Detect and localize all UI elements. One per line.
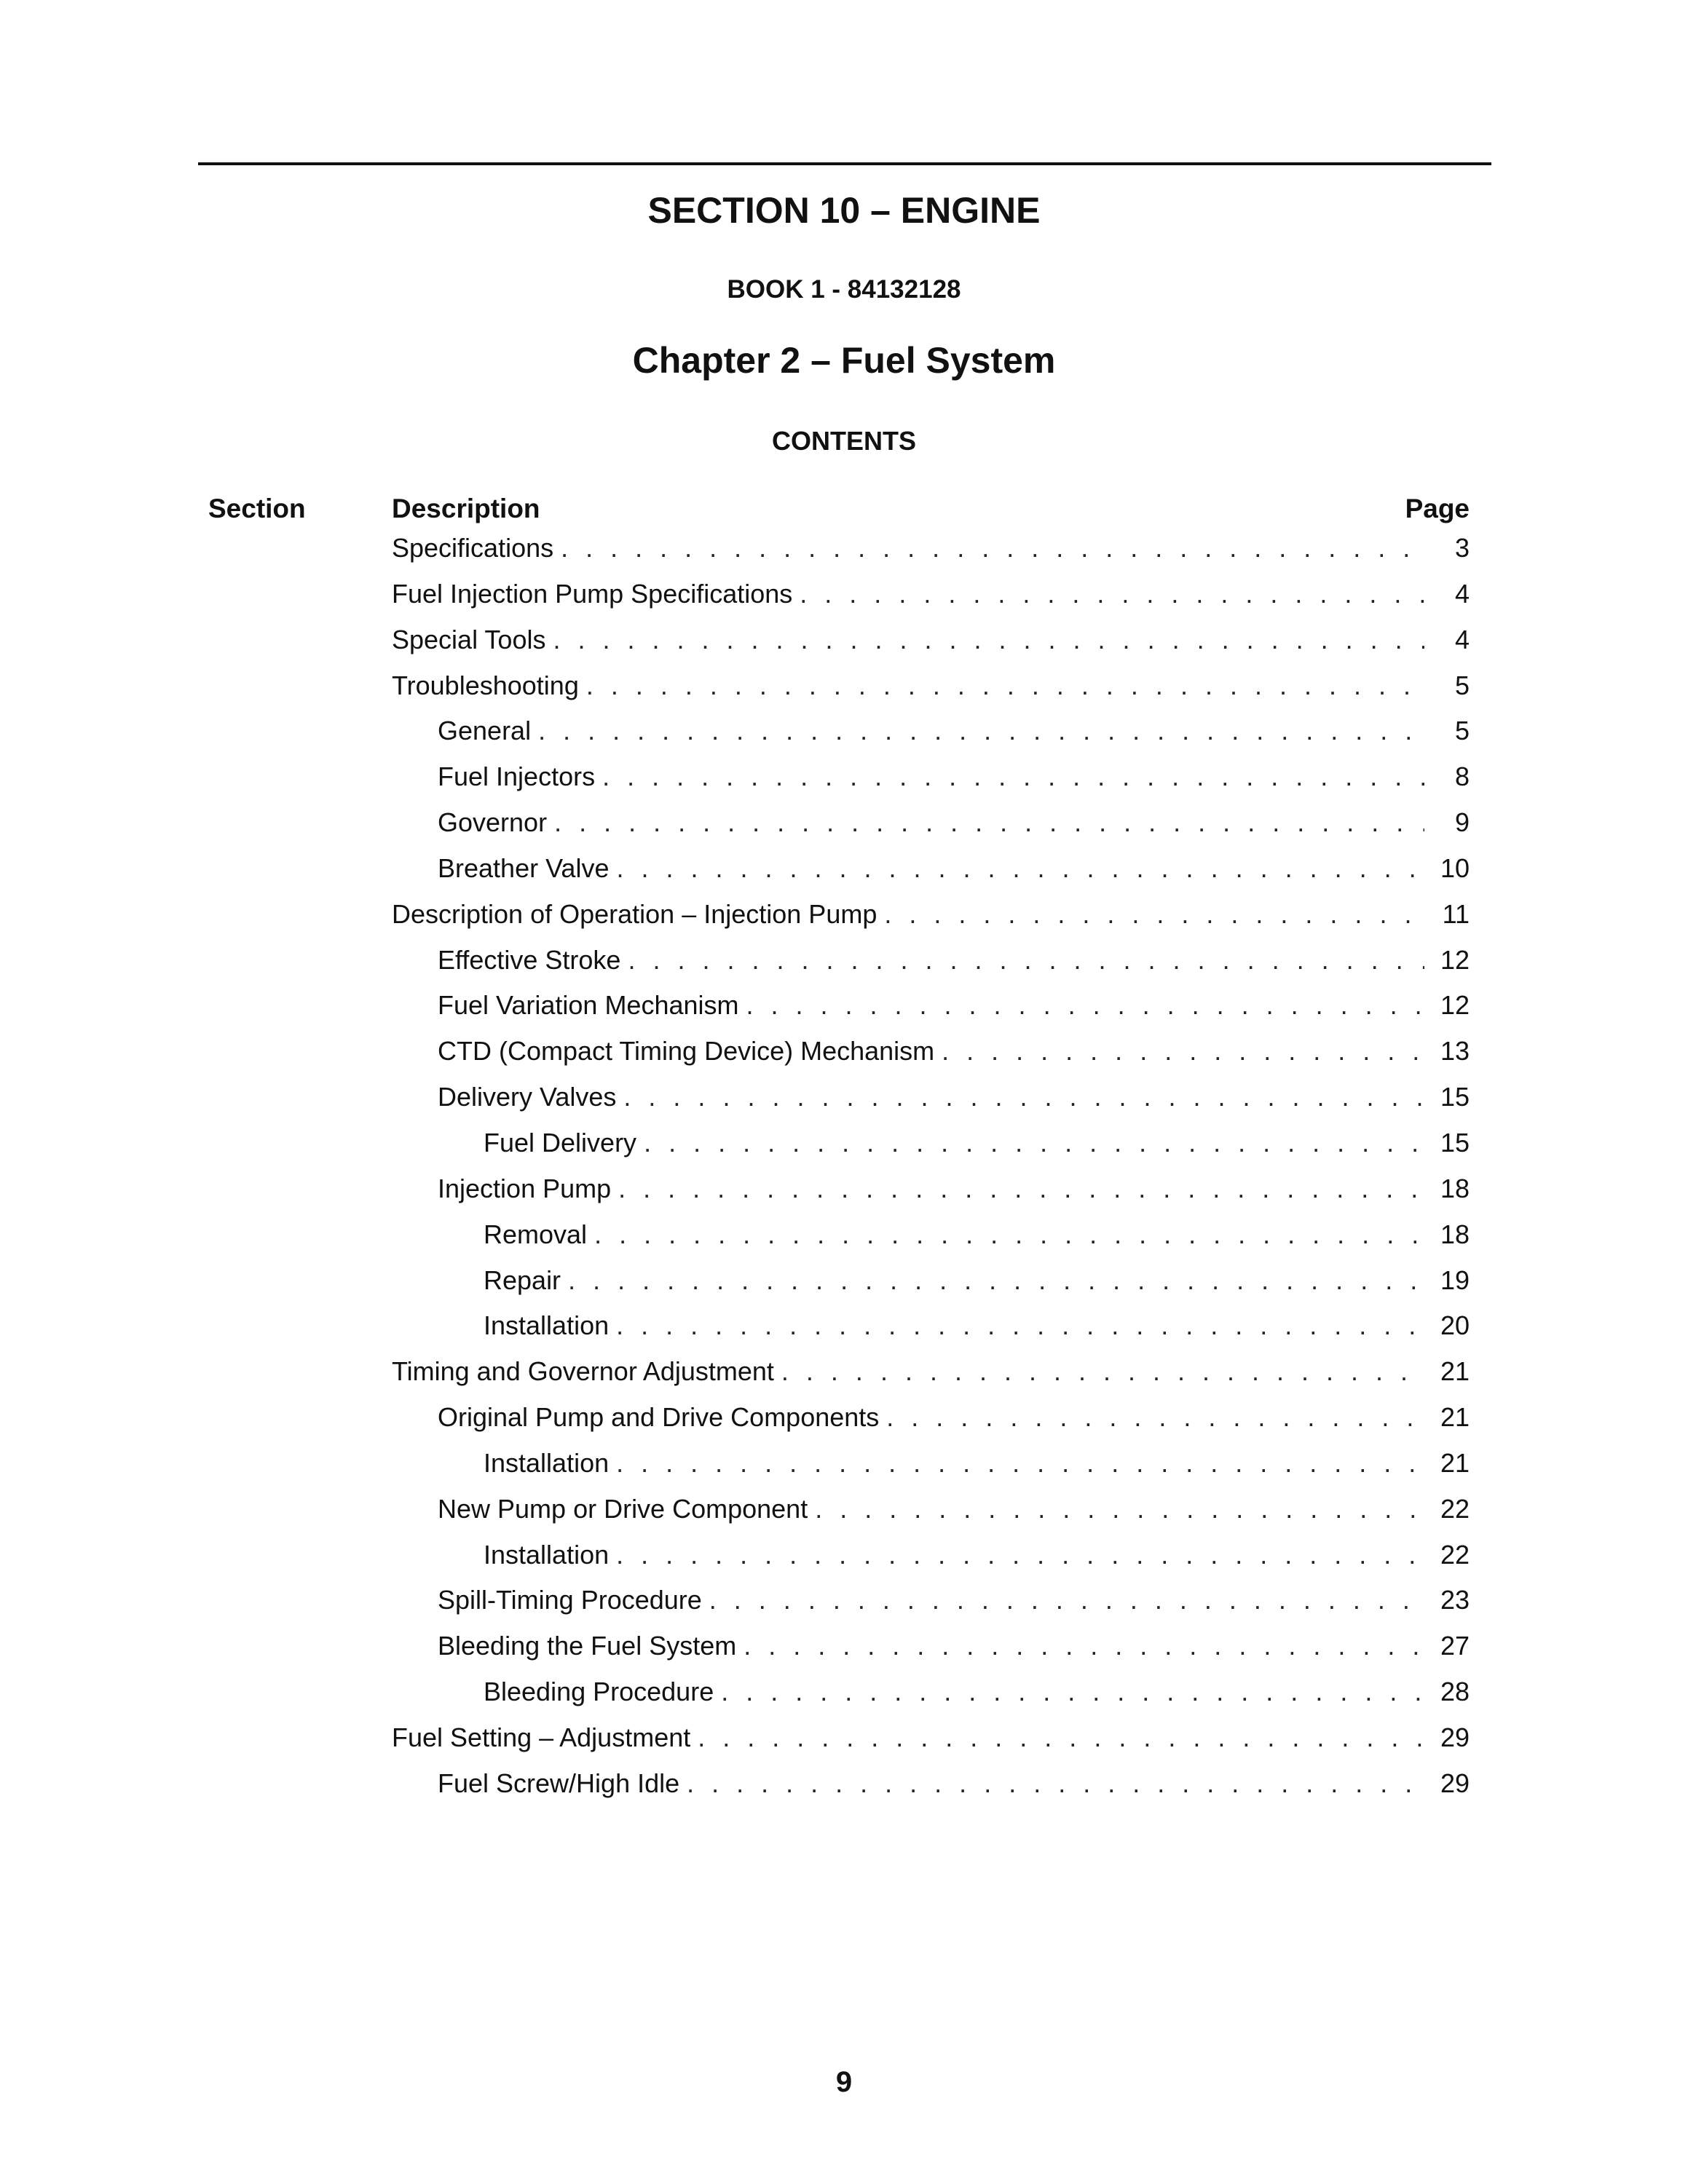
toc-entry [392,1722,1470,1768]
toc-entry-page: 28 [1440,1677,1470,1707]
dot-leader [687,1768,1424,1799]
toc-entry-title: Special Tools [392,624,546,654]
toc-entry-title: Specifications [392,533,554,563]
toc-entry-page: 12 [1440,944,1470,975]
dot-leader [586,670,1424,701]
toc-entry-page: 5 [1454,670,1470,700]
dot-leader [744,1631,1424,1661]
toc-entry-page: 21 [1440,1356,1470,1387]
column-header-description: Description [392,494,540,523]
toc-entry-title: Removal [484,1219,588,1249]
toc-entry [392,716,1470,761]
toc-entry-page: 15 [1440,1127,1470,1158]
toc-entry-title: Bleeding the Fuel System [438,1631,737,1661]
toc-entry [392,1219,1470,1265]
toc-entry-page: 10 [1440,852,1470,883]
dot-leader [709,1585,1424,1615]
toc-entry-title: Installation [484,1447,610,1478]
toc-entry [392,1128,1470,1174]
toc-entry [392,1036,1470,1082]
toc-entry-title: Installation [484,1310,610,1341]
toc-entry [392,807,1470,853]
dot-leader [800,579,1424,609]
toc-entry [392,1540,1470,1586]
toc-entry-title: Fuel Injectors [438,761,596,792]
toc-entry [392,1494,1470,1540]
chapter-title: Chapter 2 – Fuel System [632,340,1056,381]
toc-entry [392,1448,1470,1494]
toc-entry-page: 22 [1440,1539,1470,1570]
toc-entry [392,1356,1470,1402]
toc-entry [392,1174,1470,1219]
toc-entry-page: 22 [1440,1493,1470,1524]
toc-entry-title: New Pump or Drive Component [438,1493,808,1524]
toc-entry-title: Breather Valve [438,852,610,883]
toc-entry [392,761,1470,807]
toc-entry-page: 5 [1454,716,1470,746]
toc-entry-page: 9 [1454,807,1470,838]
toc-entry-page: 21 [1440,1447,1470,1478]
toc-entry-page: 4 [1454,578,1470,609]
toc-entry-title: Fuel Setting – Adjustment [392,1722,691,1752]
toc-entry [392,625,1470,670]
toc-entry-title: CTD (Compact Timing Device) Mechanism [438,1036,935,1067]
toc-entry-title: Troubleshooting [392,670,579,700]
toc-entry-title: Delivery Valves [438,1082,617,1112]
toc-entry-title: Repair [484,1265,561,1295]
toc-entry-page: 27 [1440,1631,1470,1661]
dot-leader [561,533,1424,563]
toc-entry [392,533,1470,579]
dot-leader [553,625,1424,655]
dot-leader [698,1722,1424,1753]
toc-entry-page: 4 [1454,624,1470,654]
dot-leader [746,990,1424,1021]
toc-entry-title: Fuel Variation Mechanism [438,990,739,1021]
dot-leader [602,761,1424,792]
toc-entry-title: Effective Stroke [438,944,621,975]
toc-entry-title: Timing and Governor Adjustment [392,1356,774,1387]
dot-leader [616,1310,1424,1341]
page-number: 9 [835,2066,853,2098]
dot-leader [568,1265,1424,1296]
top-rule [198,162,1491,165]
dot-leader [815,1494,1424,1524]
toc-entry-title: General [438,716,532,746]
dot-leader [884,899,1424,930]
toc-entry-title: Fuel Delivery [484,1127,637,1158]
column-header-page: Page [1405,494,1470,523]
toc-entry [392,899,1470,945]
toc-entry-page: 8 [1454,761,1470,792]
dot-leader [594,1219,1424,1250]
toc-entry-page: 23 [1440,1585,1470,1615]
toc-entry-page: 21 [1440,1402,1470,1433]
toc-entry [392,1585,1470,1631]
toc-entry-page: 18 [1440,1173,1470,1203]
dot-leader [721,1677,1424,1707]
toc-entry-page: 29 [1440,1722,1470,1752]
toc-entry-title: Bleeding Procedure [484,1677,714,1707]
toc-entry [392,990,1470,1036]
dot-leader [644,1128,1424,1158]
dot-leader [616,1540,1424,1570]
toc-entry-title: Spill-Timing Procedure [438,1585,702,1615]
toc-entry-page: 18 [1440,1219,1470,1249]
toc-entry [392,1768,1470,1814]
toc-entry [392,1310,1470,1356]
dot-leader [618,1174,1424,1204]
toc-entry-title: Injection Pump [438,1173,612,1203]
toc-entry-page: 3 [1454,533,1470,563]
dot-leader [623,1082,1424,1112]
dot-leader [781,1356,1424,1387]
toc-entry-title: Fuel Screw/High Idle [438,1768,680,1798]
toc-entry [392,579,1470,625]
toc-entry-page: 13 [1440,1036,1470,1067]
toc-entry [392,945,1470,991]
column-header-section: Section [208,494,306,523]
dot-leader [538,716,1424,746]
toc-entry-page: 12 [1440,990,1470,1021]
toc-entry [392,1402,1470,1448]
dot-leader [628,945,1424,976]
toc-entry [392,670,1470,716]
book-number: BOOK 1 - 84132128 [727,275,961,304]
toc-entry-page: 11 [1442,898,1470,929]
toc-entry-title: Governor [438,807,548,838]
dot-leader [616,1448,1424,1479]
toc-entry-page: 29 [1440,1768,1470,1798]
toc-entry-title: Original Pump and Drive Components [438,1402,880,1433]
toc-entry [392,1265,1470,1311]
toc-entry [392,1631,1470,1677]
toc-entry-page: 15 [1440,1082,1470,1112]
dot-leader [886,1402,1424,1433]
toc-entry [392,1677,1470,1722]
table-of-contents [392,533,1470,1814]
toc-entry [392,853,1470,899]
section-title: SECTION 10 – ENGINE [647,190,1041,231]
toc-entry-page: 20 [1440,1310,1470,1341]
toc-entry-title: Description of Operation – Injection Pump [392,898,877,929]
contents-heading: CONTENTS [772,426,916,456]
dot-leader [616,853,1424,884]
toc-entry-page: 19 [1440,1265,1470,1295]
dot-leader [554,807,1424,838]
toc-entry-title: Installation [484,1539,610,1570]
toc-entry [392,1082,1470,1128]
toc-entry-title: Fuel Injection Pump Specifications [392,578,793,609]
dot-leader [942,1036,1424,1067]
